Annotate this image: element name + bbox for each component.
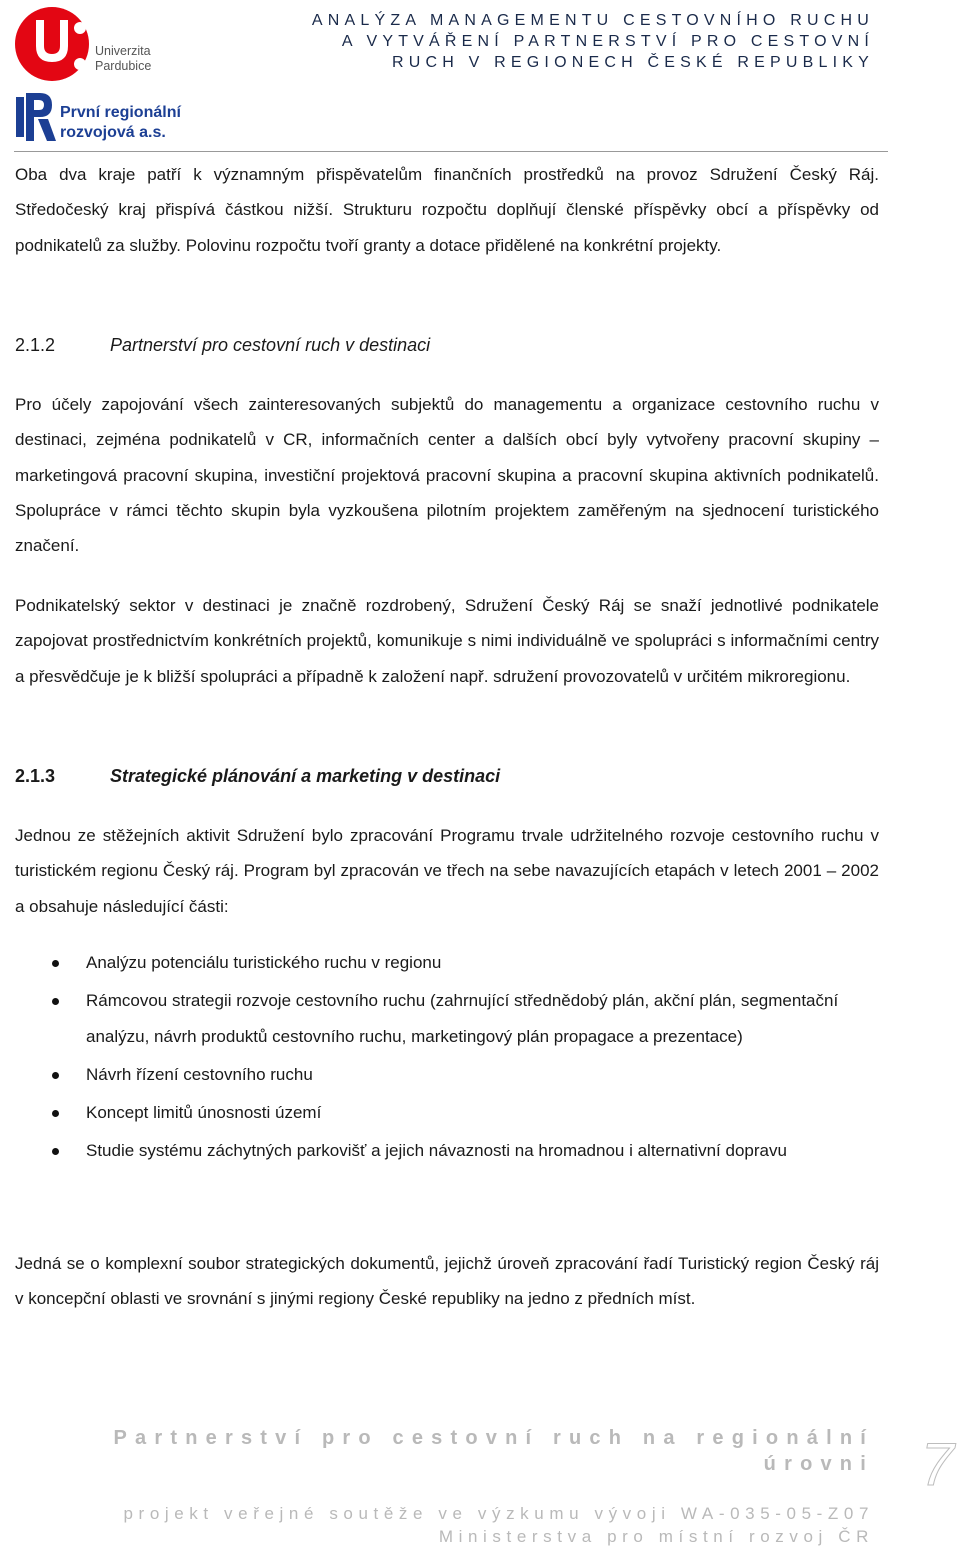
- bullet-icon: [52, 1072, 59, 1079]
- paragraph-working-groups: [15, 387, 879, 563]
- paragraph-text: Oba dva kraje patří k významným přispěvatelům finančních prostředků na provoz Sdružení Český Ráj. Středočeský kraj přispívá částkou nižší. Strukturu rozpočtu doplňují členské příspěvky obcí a příspěvky od podnikatelů za služby. Polovinu rozpočtu tvoří granty a dotace přidělené na konkrétní projekty.: [15, 165, 879, 255]
- list-item: [15, 1133, 855, 1168]
- list-item: [15, 945, 855, 980]
- footer-project-info: [124, 1502, 875, 1548]
- header-title-line: RUCH V REGIONECH ČESKÉ REPUBLIKY: [391, 54, 874, 71]
- section-heading-strategic-planning: [15, 766, 500, 787]
- header-title-line: ANALÝZA MANAGEMENTU CESTOVNÍHO RUCHU: [311, 12, 874, 29]
- page-number: 7: [920, 1431, 954, 1498]
- prvni-regionalni-logo: [14, 91, 214, 145]
- bullet-icon: [52, 1148, 59, 1155]
- paragraph-text: Jedná se o komplexní soubor strategických dokumentů, jejichž úroveň zpracování řadí Turistický region Český ráj v koncepční oblasti ve srovnání s jinými regiony České republiky na jedno z předních míst.: [15, 1254, 879, 1309]
- footer-project-title: [114, 1425, 874, 1477]
- list-item: [15, 1057, 855, 1092]
- paragraph-text: Podnikatelský sektor v destinaci je značně rozdrobený, Sdružení Český Ráj se snaží jednotlivé podnikatele zapojovat prostřednictvím konkrétních projektů, komunikuje s nimi individuálně ve spolupráci s informačními centry a přesvědčuje je k bližší spolupráci a případně k založení např. sdružení provozovatelů v určitém mikroregionu.: [15, 596, 879, 686]
- list-item: [15, 983, 855, 1054]
- paragraph-text: Pro účely zapojování všech zainteresovaných subjektů do managementu a organizace cestovního ruchu v destinaci, zejména podnikatelů v CR, informačních center a dalších obcí byly vytvořeny pracovní skupiny – marketingová pracovní skupina, investiční projektová pracovní skupina a pracovní skupina aktivních podnikatelů. Spolupráce v rámci těchto skupin byla vyzkoušena pilotním projektem zaměřeným na sjednocení turistického značení.: [15, 395, 879, 556]
- section-title: Strategické plánování a marketing v destinaci: [110, 766, 501, 786]
- list-item-text: Návrh řízení cestovního ruchu: [86, 1064, 313, 1084]
- paragraph-summary: [15, 1246, 879, 1317]
- program-parts-list: [15, 945, 855, 1169]
- document-header-title: [312, 10, 874, 73]
- list-item-text: Studie systému záchytných parkovišť a jejich návaznosti na hromadnou i alternativní dopravu: [86, 1141, 787, 1161]
- bullet-icon: [52, 1110, 59, 1117]
- header-title-line: A VYTVÁŘENÍ PARTNERSTVÍ PRO CESTOVNÍ: [341, 33, 874, 50]
- bullet-icon: [52, 998, 59, 1005]
- section-heading-partnership: [15, 335, 430, 356]
- footer-line: projekt veřejné soutěže ve výzkumu vývoji WA-035-05-Z07: [123, 1504, 874, 1523]
- bullet-icon: [52, 960, 59, 967]
- section-title: Partnerství pro cestovní ruch v destinaci: [110, 335, 431, 355]
- paragraph-business-sector: [15, 588, 879, 694]
- footer-line: úrovni: [763, 1453, 874, 1475]
- logo-prvni-line2: rozvojová a.s.: [60, 124, 166, 141]
- footer-line: Ministerstva pro místní rozvoj ČR: [438, 1527, 874, 1546]
- univerzita-pardubice-logo: [14, 6, 194, 82]
- list-item-text: Analýzu potenciálu turistického ruchu v regionu: [86, 953, 442, 972]
- paragraph-program: [15, 818, 879, 924]
- paragraph-funding: [15, 157, 879, 263]
- list-item-text: Koncept limitů únosnosti území: [86, 1103, 322, 1123]
- section-number: 2.1.2: [15, 335, 56, 355]
- logo-upa-line2: Pardubice: [95, 59, 152, 73]
- logo-prvni-line1: První regionální: [60, 104, 181, 121]
- header-divider: [14, 151, 888, 152]
- list-item: [15, 1095, 855, 1130]
- paragraph-text: Jednou ze stěžejních aktivit Sdružení bylo zpracování Programu trvale udržitelného rozvoje cestovního ruchu v turistickém regionu Český ráj. Program byl zpracován ve třech na sebe navazujících etapách v letech 2001 – 2002 a obsahuje následující části:: [15, 826, 879, 916]
- section-number: 2.1.3: [15, 766, 56, 786]
- footer-line: Partnerství pro cestovní ruch na regionální: [113, 1427, 874, 1449]
- list-item-text: Rámcovou strategii rozvoje cestovního ruchu (zahrnující střednědobý plán, akční plán, segmentační analýzu, návrh produktů cestovního ruchu, marketingový plán propagace a prezentace): [86, 991, 839, 1046]
- logo-upa-line1: Univerzita: [95, 44, 151, 58]
